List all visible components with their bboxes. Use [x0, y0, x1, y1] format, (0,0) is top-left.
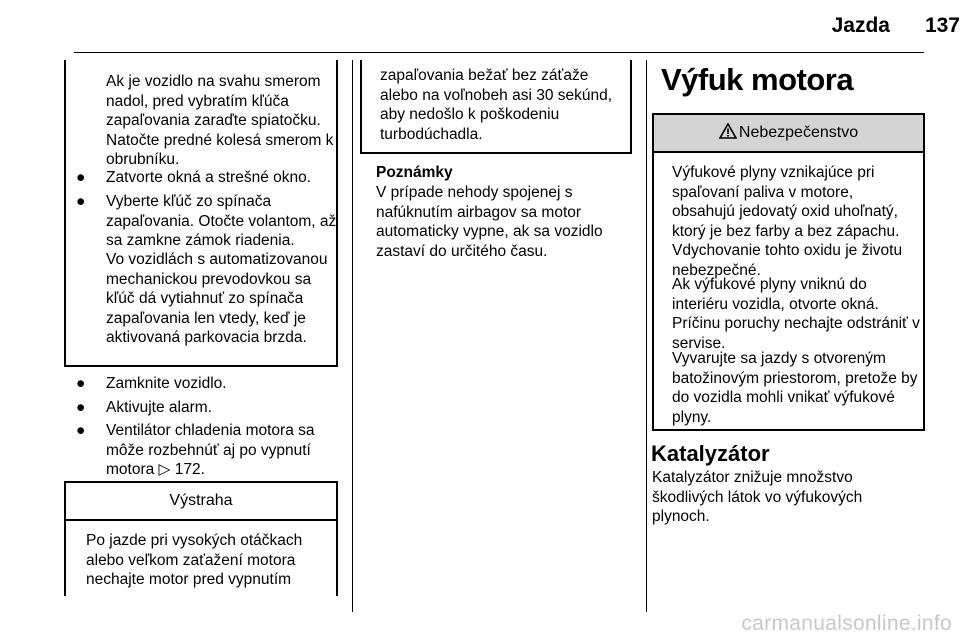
- continued-warning-box: [64, 60, 338, 367]
- warning-triangle-icon: [719, 123, 737, 139]
- catalyst-text: Katalyzátor znižuje množstvo škodlivých látok vo výfukových plynoch.: [652, 469, 863, 525]
- note-title: Poznámky: [376, 164, 453, 181]
- danger-paragraph-3: Vyvarujte sa jazdy s otvoreným batožinovým priestorom, pretože by do vozidla mohli vnikať výfukové plyny.: [672, 350, 918, 426]
- danger-box: [652, 113, 925, 431]
- section-title: Jazda: [831, 14, 890, 37]
- watermark: carmanualsonline.info: [741, 612, 952, 635]
- danger-paragraph-2: Ak výfukové plyny vniknú do interiéru vozidla, otvorte okná. Príčinu poruchy nechajte odstrániť v servise.: [672, 276, 920, 352]
- list-item: Ventilátor chladenia motora sa môže rozbehnúť aj po vypnutí motora ▷ 172.: [106, 422, 315, 478]
- box-bullet-1: Zatvorte okná a strešné okno.: [106, 169, 312, 186]
- box-paragraph-2: Vo vozidlách s automatizovanou mechanickou prevodovkou sa kľúč dá vytiahnuť zo spínača zapaľovania len vtedy, keď je aktivovaná parkovacia brzda.: [106, 251, 328, 346]
- danger-paragraph-1: Výfukové plyny vznikajúce pri spaľovaní paliva v motore, obsahujú jedovatý oxid uhoľnatý, ktorý je bez farby a bez zápachu. Vdychovanie tohto oxidu je životu nebezpečné.: [672, 164, 903, 279]
- column-divider-1: [352, 60, 353, 612]
- bullet-dot: ●: [76, 193, 86, 210]
- list-item: Zamknite vozidlo.: [106, 375, 227, 392]
- continued-warning-box-2: [360, 60, 632, 154]
- box-bullet-2: Vyberte kľúč zo spínača zapaľovania. Otočte volantom, až sa zamkne zámok riadenia.: [106, 193, 337, 249]
- list-item: Aktivujte alarm.: [106, 399, 212, 416]
- danger-header: [654, 115, 923, 153]
- box-text: zapaľovania bežať bez záťaže alebo na voľnobeh asi 30 sekúnd, aby nedošlo k poškodeniu turbodúchadla.: [380, 67, 613, 143]
- bullet-dot: ●: [76, 422, 86, 439]
- warning-box: [64, 481, 338, 596]
- section-heading: Výfuk motora: [661, 62, 854, 97]
- subsection-heading: Katalyzátor: [651, 441, 770, 466]
- page-number: 137: [924, 14, 960, 37]
- bullet-dot: ●: [76, 399, 86, 416]
- header-rule: [74, 52, 924, 53]
- bullet-dot: ●: [76, 169, 86, 186]
- note-text: V prípade nehody spojenej s nafúknutím airbagov sa motor automaticky vypne, ak sa vozidlo zastaví do určitého času.: [376, 184, 603, 260]
- danger-title: Nebezpečenstvo: [738, 124, 859, 141]
- bullet-dot: ●: [76, 375, 86, 392]
- warning-title: Výstraha: [66, 483, 336, 521]
- box-paragraph: Ak je vozidlo na svahu smerom nadol, pred vybratím kľúča zapaľovania zaraďte spiatočku. Natočte predné kolesá smerom k obrubníku.: [106, 73, 334, 168]
- warning-text: Po jazde pri vysokých otáčkach alebo veľkom zaťažení motora nechajte motor pred vypnutím: [86, 532, 303, 588]
- column-divider-2: [646, 60, 647, 612]
